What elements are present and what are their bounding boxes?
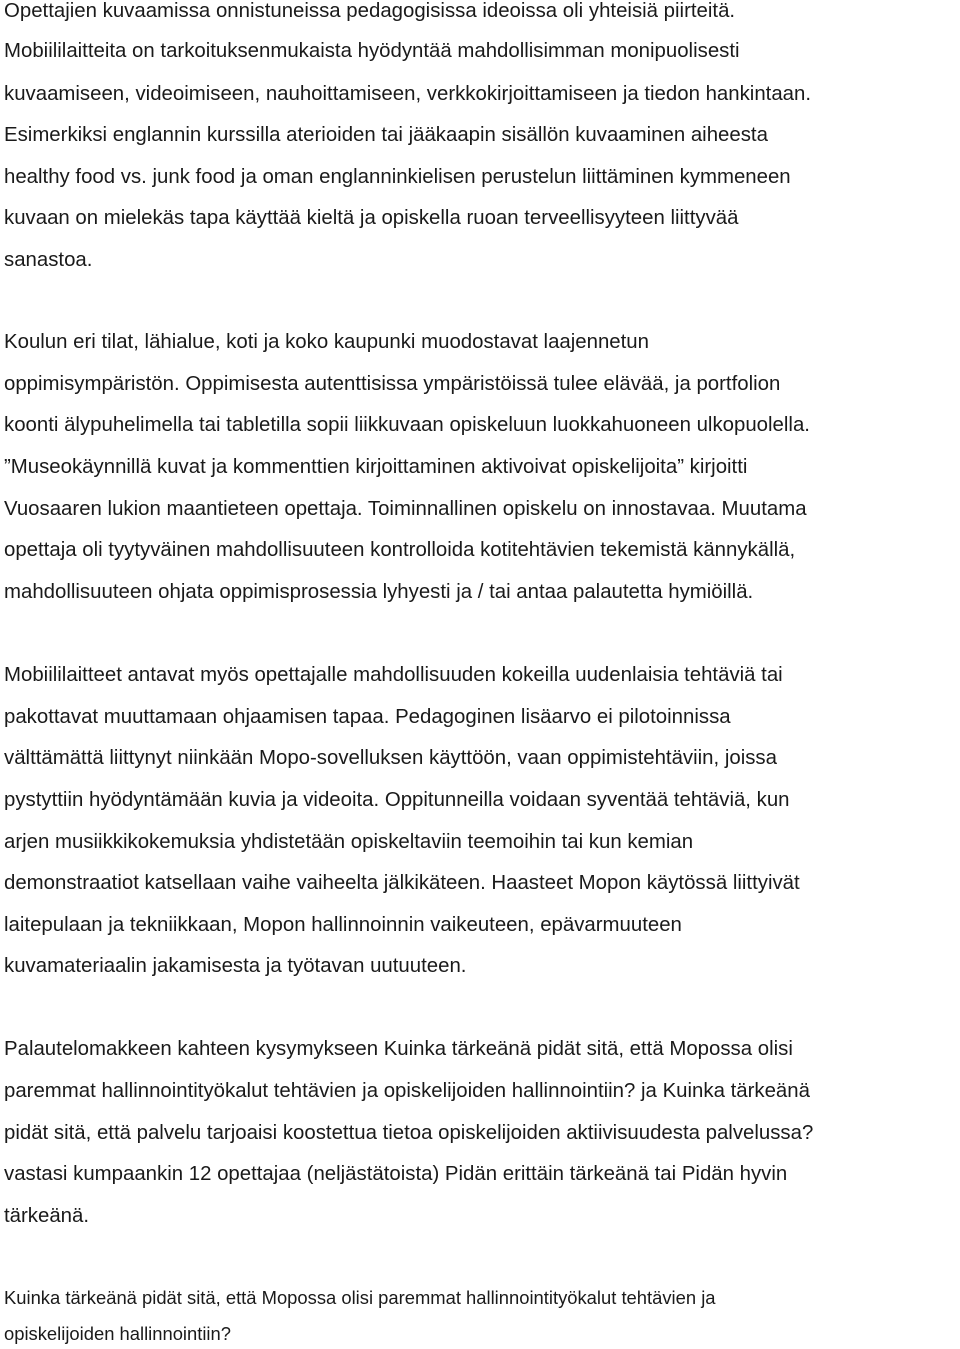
text-line: pidät sitä, että palvelu tarjoaisi koostettua tietoa opiskelijoiden aktiivisuudesta palvelussa? [4, 1122, 814, 1144]
text-line: tärkeänä. [4, 1205, 90, 1227]
text-line: pakottavat muuttamaan ohjaamisen tapaa. Pedagoginen lisäarvo ei pilotoinnissa [4, 706, 731, 728]
text-line: arjen musiikkikokemuksia yhdistetään opiskeltaviin teemoihin tai kun kemian [4, 831, 694, 853]
text-line: kuvamateriaalin jakamisesta ja työtavan uutuuteen. [4, 955, 467, 977]
text-line: mahdollisuuteen ohjata oppimisprosessia lyhyesti ja / tai antaa palautetta hymiöillä. [4, 581, 754, 603]
text-line: pystyttiin hyödyntämään kuvia ja videoita. Oppitunneilla voidaan syventää tehtäviä, kun [4, 789, 790, 811]
text-line: koonti älypuhelimella tai tabletilla sopii liikkuvaan opiskeluun luokkahuoneen ulkopuolella. [4, 414, 810, 436]
text-line: sanastoa. [4, 249, 93, 271]
text-line: Mobiililaitteita on tarkoituksenmukaista hyödyntää mahdollisimman monipuolisesti [4, 40, 740, 62]
text-line: opiskelijoiden hallinnointiin? [4, 1323, 231, 1344]
text-line: ”Museokäynnillä kuvat ja kommenttien kirjoittaminen aktivoivat opiskelijoita” kirjoitti [4, 456, 748, 478]
text-line: Vuosaaren lukion maantieteen opettaja. Toiminnallinen opiskelu on innostavaa. Muutama [4, 498, 807, 520]
text-line: Kuinka tärkeänä pidät sitä, että Mopossa olisi paremmat hallinnointityökalut tehtävien ja [4, 1287, 716, 1308]
text-line: kuvaamiseen, videoimiseen, nauhoittamiseen, verkkokirjoittamiseen ja tiedon hankintaan. [4, 83, 812, 105]
text-line: Opettajien kuvaamissa onnistuneissa pedagogisissa ideoissa oli yhteisiä piirteitä. [4, 0, 736, 22]
text-line: demonstraatiot katsellaan vaihe vaiheelta jälkikäteen. Haasteet Mopon käytössä liittyivät [4, 872, 800, 894]
text-line: Palautelomakkeen kahteen kysymykseen Kuinka tärkeänä pidät sitä, että Mopossa olisi [4, 1038, 793, 1060]
text-line: opettaja oli tyytyväinen mahdollisuuteen kontrolloida kotitehtävien tekemistä kännykällä, [4, 539, 796, 561]
text-line: Koulun eri tilat, lähialue, koti ja koko kaupunki muodostavat laajennetun [4, 331, 649, 353]
text-line: healthy food vs. junk food ja oman englanninkielisen perustelun liittäminen kymmeneen [4, 166, 791, 188]
text-line: kuvaan on mielekäs tapa käyttää kieltä ja opiskella ruoan terveellisyyteen liittyvää [4, 207, 739, 229]
text-line: laitepulaan ja tekniikkaan, Mopon hallinnoinnin vaikeuteen, epävarmuuteen [4, 914, 682, 936]
text-line: Mobiililaitteet antavat myös opettajalle mahdollisuuden kokeilla uudenlaisia tehtäviä tai [4, 664, 783, 686]
text-line: Esimerkiksi englannin kurssilla aterioiden tai jääkaapin sisällön kuvaaminen aiheesta [4, 124, 768, 146]
text-line: vastasi kumpaankin 12 opettajaa (neljästätoista) Pidän erittäin tärkeänä tai Pidän hyvin [4, 1163, 788, 1185]
text-line: välttämättä liittynyt niinkään Mopo-sovelluksen käyttöön, vaan oppimistehtäviin, joissa [4, 747, 777, 769]
text-line: paremmat hallinnointityökalut tehtävien ja opiskelijoiden hallinnointiin? ja Kuinka tärkeänä [4, 1080, 810, 1102]
text-line: oppimisympäristön. Oppimisesta autenttisissa ympäristöissä tulee elävää, ja portfolion [4, 373, 781, 395]
